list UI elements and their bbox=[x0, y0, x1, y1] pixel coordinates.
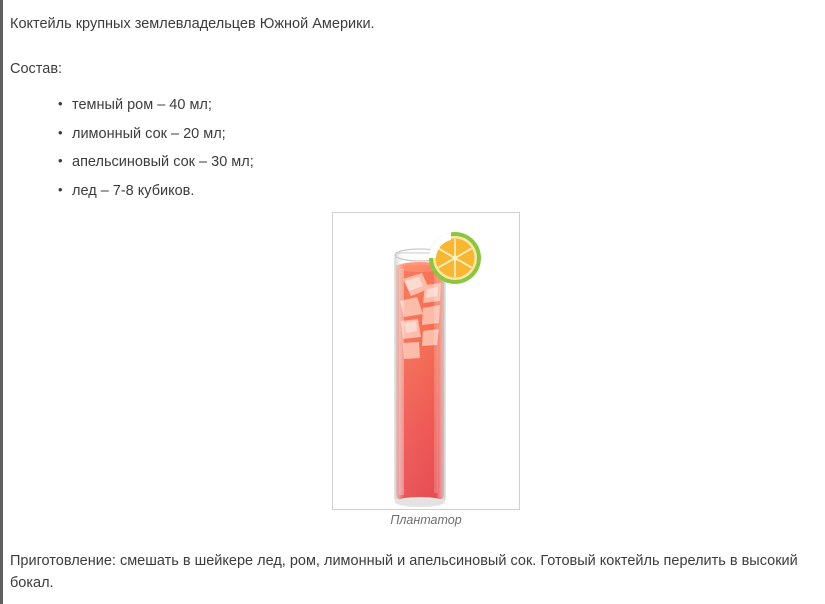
figure-caption: Плантатор bbox=[390, 513, 462, 527]
intro-paragraph: Коктейль крупных землевладельцев Южной Америки. bbox=[10, 16, 375, 32]
ingredients-label: Состав: bbox=[10, 61, 63, 78]
list-item: • темный ром – 40 мл; bbox=[58, 98, 811, 113]
cocktail-figure bbox=[332, 212, 520, 510]
cocktail-photo bbox=[333, 213, 519, 509]
list-item: • лимонный сок – 20 мл; bbox=[58, 127, 811, 142]
outro-paragraph: Приготовление: смешать в шейкере лед, ром, лимонный и апельсиновый сок. Готовый коктейль перелить в высокий бокал. bbox=[10, 553, 798, 591]
list-item: • апельсиновый сок – 30 мл; bbox=[58, 155, 811, 170]
ingredients-list bbox=[10, 98, 811, 198]
list-item: • лед – 7-8 кубиков. bbox=[58, 184, 811, 199]
